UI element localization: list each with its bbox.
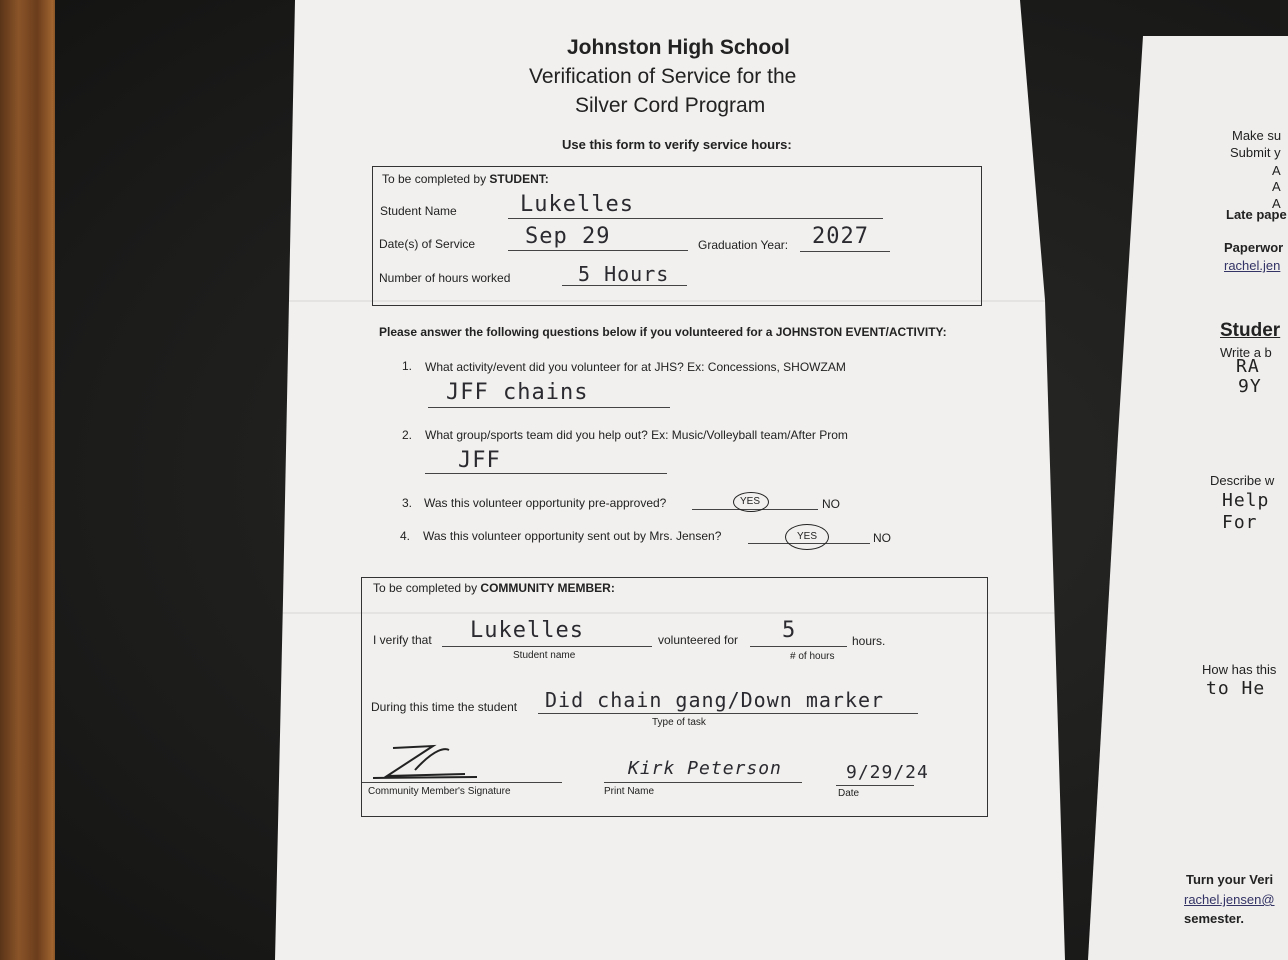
q1-answer-line — [428, 407, 670, 408]
school-name: Johnston High School — [567, 36, 790, 59]
form-title-line1: Verification of Service for the — [529, 65, 797, 88]
date-value: 9/29/24 — [846, 762, 929, 783]
side-handwriting: For — [1222, 512, 1258, 533]
q4-yes: YES — [797, 531, 818, 542]
side-handwriting: 9Y — [1238, 376, 1262, 397]
q2-number: 2. — [402, 428, 413, 442]
side-handwriting: to He — [1206, 678, 1266, 699]
side-text: Turn your Veri — [1186, 872, 1274, 887]
hours-worked-label: Number of hours worked — [379, 271, 511, 285]
student-name-label: Student Name — [380, 204, 457, 218]
during-label: During this time the student — [371, 700, 518, 714]
print-name-value: Kirk Peterson — [628, 758, 782, 779]
side-heading: Studer — [1220, 320, 1281, 341]
side-text: A — [1272, 163, 1281, 178]
date-of-service-value: Sep 29 — [525, 224, 611, 249]
volunteered-label: volunteered for — [658, 633, 739, 647]
graduation-year-label: Graduation Year: — [698, 238, 789, 252]
graduation-year-value: 2027 — [812, 224, 869, 249]
form-instruction: Use this form to verify service hours: — [562, 137, 792, 152]
questions-header: Please answer the following questions below if you volunteered for a JOHNSTON EVENT/ACTIVITY: — [379, 325, 947, 339]
side-text: How has this — [1202, 662, 1277, 677]
side-text: Submit y — [1230, 145, 1281, 160]
side-text: Late pape — [1226, 207, 1287, 222]
student-name-line — [508, 218, 883, 219]
signature-caption: Community Member's Signature — [368, 786, 511, 797]
side-text: Make su — [1232, 128, 1282, 143]
print-name-caption: Print Name — [604, 786, 655, 797]
q1-text: What activity/event did you volunteer for at JHS? Ex: Concessions, SHOWZAM — [425, 360, 846, 374]
date-of-service-line — [508, 250, 688, 251]
verify-name-value: Lukelles — [470, 618, 584, 643]
q2-answer: JFF — [458, 448, 501, 473]
q2-answer-line — [425, 473, 667, 474]
date-of-service-label: Date(s) of Service — [379, 237, 476, 251]
signature-line — [362, 782, 562, 783]
date-line — [836, 785, 914, 786]
q4-no: NO — [873, 531, 891, 545]
side-handwriting: Help — [1222, 490, 1270, 511]
graduation-year-line — [800, 251, 890, 252]
hours-caption: # of hours — [790, 651, 835, 662]
student-name-value: Lukelles — [520, 192, 634, 217]
print-name-line — [604, 782, 802, 783]
q3-yes: YES — [740, 496, 761, 507]
date-caption: Date — [838, 788, 860, 799]
side-link: rachel.jensen@ — [1184, 892, 1275, 907]
q2-text: What group/sports team did you help out? Ex: Music/Volleyball team/After Prom — [425, 428, 848, 442]
community-section-header: To be completed by COMMUNITY MEMBER: — [373, 581, 615, 595]
hours-worked-value: 5 Hours — [578, 262, 670, 286]
hours-label: hours. — [852, 634, 886, 648]
side-text: A — [1272, 196, 1281, 211]
side-text: Write a b — [1220, 345, 1272, 360]
q1-answer: JFF chains — [446, 380, 589, 405]
volunteer-hours-value: 5 — [782, 618, 797, 643]
side-text: Paperwor — [1224, 240, 1284, 255]
side-text: semester. — [1184, 911, 1244, 926]
wood-floor — [0, 0, 62, 960]
form-title-line2: Silver Cord Program — [575, 94, 766, 117]
q1-number: 1. — [402, 359, 413, 373]
q3-text: Was this volunteer opportunity pre-approved? — [424, 496, 667, 510]
q3-number: 3. — [402, 496, 413, 510]
signature-mark — [365, 740, 485, 782]
side-link: rachel.jen — [1224, 258, 1281, 273]
task-value: Did chain gang/Down marker — [545, 688, 885, 712]
verify-label: I verify that — [373, 633, 432, 647]
side-text: Describe w — [1210, 473, 1275, 488]
task-line — [538, 713, 918, 714]
student-section-header: To be completed by STUDENT: — [382, 172, 549, 186]
student-name-caption: Student name — [513, 650, 576, 661]
side-text: A — [1272, 179, 1281, 194]
side-handwriting: RA — [1236, 356, 1260, 377]
volunteer-hours-line — [750, 646, 847, 647]
verify-name-line — [442, 646, 652, 647]
q4-text: Was this volunteer opportunity sent out by Mrs. Jensen? — [423, 529, 722, 543]
q4-number: 4. — [400, 529, 411, 543]
task-caption: Type of task — [652, 717, 706, 728]
q3-no: NO — [822, 497, 840, 511]
